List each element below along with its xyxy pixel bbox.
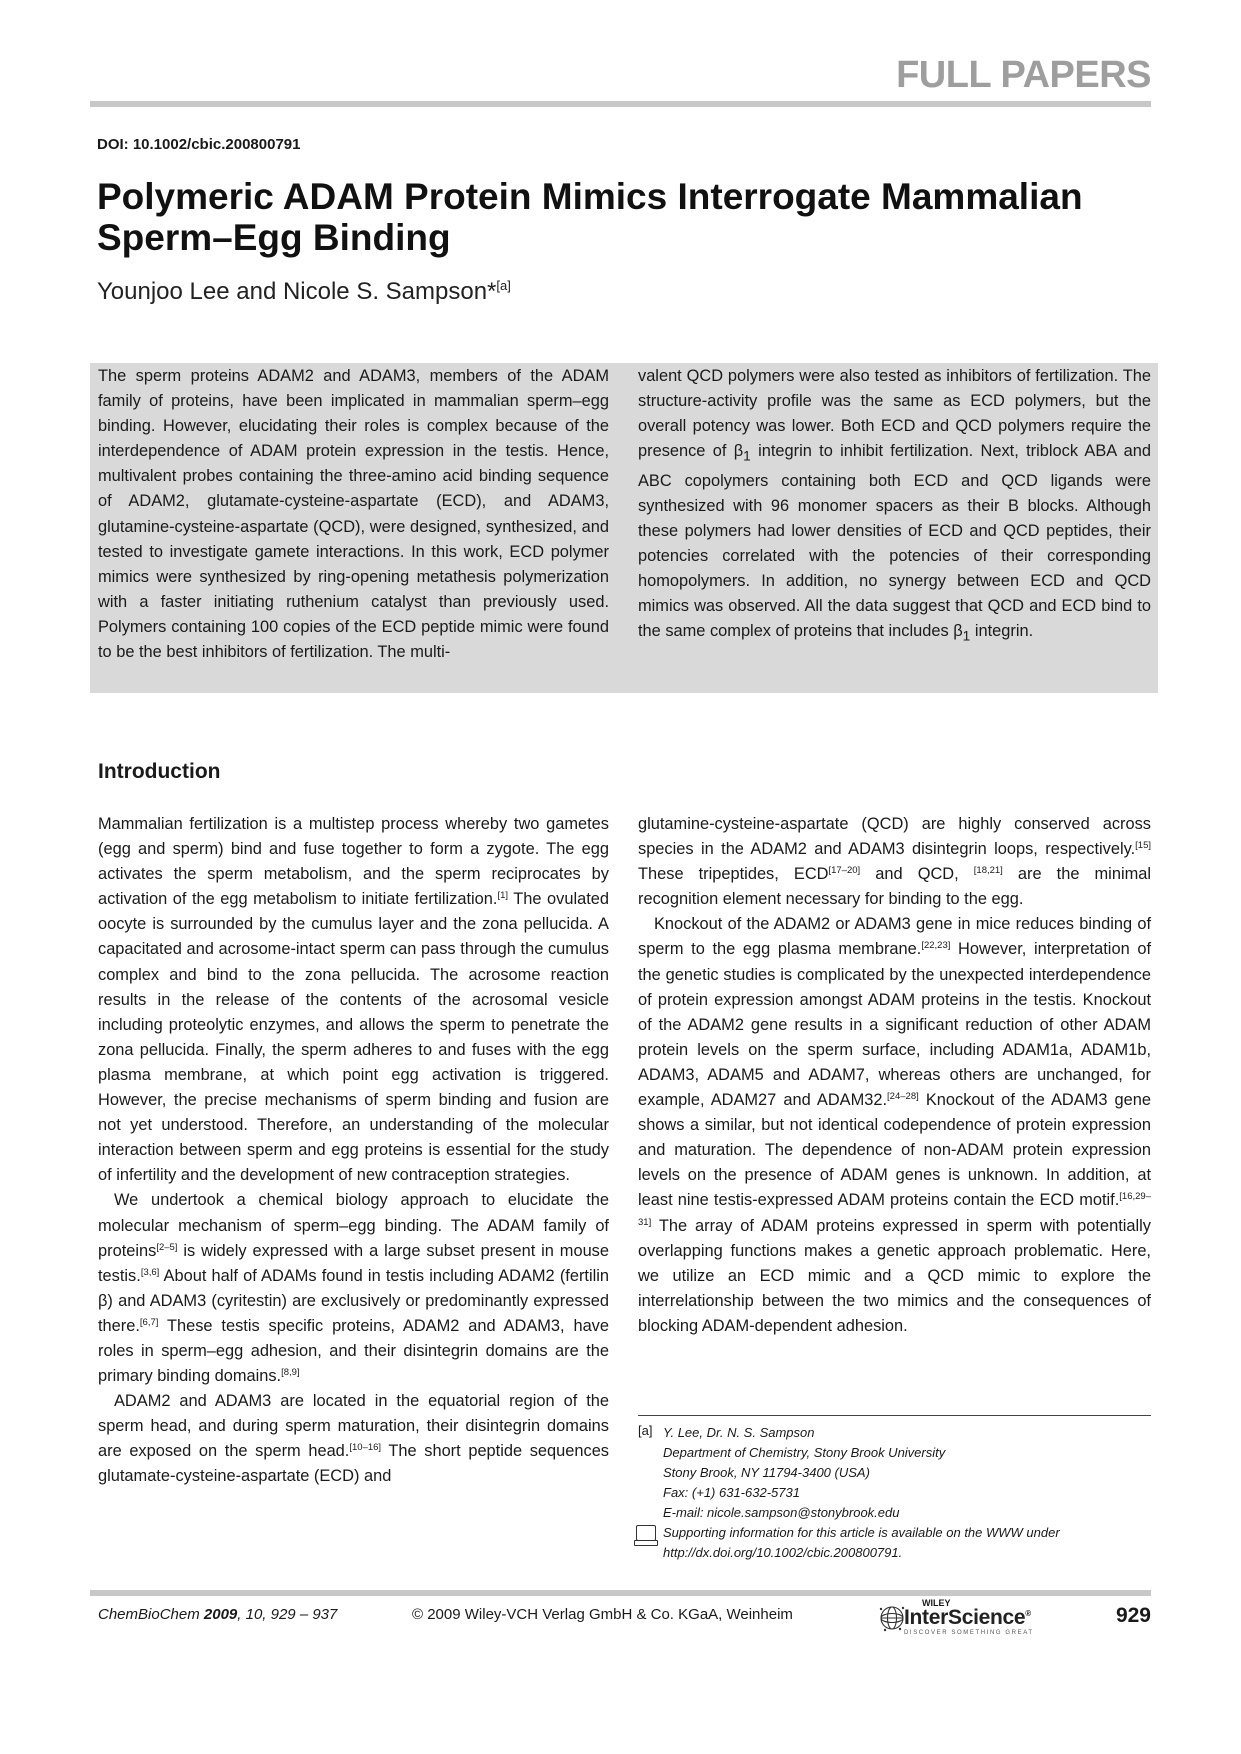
logo-name: InterScience: [904, 1606, 1026, 1629]
introduction-heading: Introduction: [98, 760, 221, 783]
author-names: Younjoo Lee and Nicole S. Sampson*: [97, 278, 497, 305]
abstract-left-column: The sperm proteins ADAM2 and ADAM3, members of the ADAM family of proteins, have been implicated in mammalian sperm–egg binding. However, elucidating their roles is complex because of the interdependence of ADAM protein expression in the testis. Hence, multivalent probes containing the three-amino acid binding sequence of ADAM2, glutamate-cysteine-aspartate (ECD), and ADAM3, glutamine-cysteine-aspartate (QCD), were designed, synthesized, and tested to investigate gamete interactions. In this work, ECD polymer mimics were synthesized by ring-opening metathesis polymerization with a faster initiating ruthenium catalyst than previously used. Polymers containing 100 copies of the ECD peptide mimic were found to be the best inhibitors of fertilization. The multi-: [98, 367, 609, 662]
logo-publisher: WILEY: [922, 1598, 951, 1608]
supporting-info-note[interactable]: [663, 1523, 1060, 1563]
doi[interactable]: DOI: 10.1002/cbic.200800791: [97, 136, 301, 153]
page-number: 929: [1115, 1604, 1151, 1627]
text-line: E-mail: nicole.sampson@stonybrook.edu: [663, 1505, 900, 1520]
journal-name: ChemBioChem: [98, 1606, 200, 1623]
footnote-rule: [638, 1415, 1151, 1416]
volume-pages: , 10, 929 – 937: [237, 1606, 338, 1623]
authors: [97, 278, 511, 306]
copyright: © 2009 Wiley-VCH Verlag GmbH & Co. KGaA, Weinheim: [412, 1606, 793, 1623]
affiliation-mark: [a]: [496, 278, 511, 293]
paragraph: glutamine-cysteine-aspartate (QCD) are highly conserved across species in the ADAM2 and ADAM3 disintegrin loops, respectively.[15] These tripeptides, ECD[17–20] and QCD, [18,21] are the minimal recognition element necessary for binding to the egg.: [638, 815, 1151, 909]
logo-wordmark: [904, 1606, 1031, 1630]
logo-tagline: DISCOVER SOMETHING GREAT: [904, 1630, 1034, 1636]
registered-mark: ®: [1025, 1609, 1031, 1618]
body-right-column: [638, 812, 1151, 1339]
paragraph: ADAM2 and ADAM3 are located in the equatorial region of the sperm head, and during sperm maturation, their disintegrin domains are exposed on the sperm head.[10–16] The short peptide sequences glutamate-cysteine-aspartate (ECD) and: [98, 1392, 610, 1486]
computer-icon: [636, 1525, 656, 1541]
text-line: http://dx.doi.org/10.1002/cbic.200800791.: [663, 1545, 903, 1560]
text-line: Stony Brook, NY 11794-3400 (USA): [663, 1465, 870, 1480]
body-left-column: [98, 812, 609, 1490]
footnote-mark: [a]: [638, 1423, 653, 1438]
top-rule: [90, 101, 1151, 107]
paragraph: Knockout of the ADAM2 or ADAM3 gene in mice reduces binding of sperm to the egg plasma membrane.[22,23] However, interpretation of the genetic studies is complicated by the unexpected interdependence of protein expression amongst ADAM proteins in the testis. Knockout of the ADAM2 gene results in a significant reduction of other ADAM protein levels on the sperm surface, including ADAM1a, ADAM1b, ADAM3, ADAM5 and ADAM7, whereas others are unchanged, for example, ADAM27 and ADAM32.[24–28] Knockout of the ADAM3 gene shows a similar, but not identical codependence of protein expression and maturation. The dependence of non-ADAM protein expression levels on the presence of ADAM genes is unknown. In addition, at least nine testis-expressed ADAM proteins contain the ECD motif.[16,29–31] The array of ADAM proteins expressed in sperm with potentially overlapping functions makes a genetic approach problematic. Here, we utilize an ECD mimic and a QCD mimic to explore the interrelationship between the two mimics and the consequences of blocking ADAM-dependent adhesion.: [638, 915, 1152, 1335]
text-line: Supporting information for this article is available on the WWW under: [663, 1525, 1060, 1540]
abstract-right-column: valent QCD polymers were also tested as inhibitors of fertilization. The structure-activity profile was the same as ECD polymers, but the overall potency was lower. Both ECD and QCD polymers require the presence of $\beta_1$ integrin to inhibit fertilization. Next, triblock ABA and ABC copolymers containing both ECD and QCD ligands were synthesized with 96 monomer spacers as their B blocks. Although these polymers had lower densities of ECD and QCD peptides, their potencies correlated with the potencies of their corresponding homopolymers. In addition, no synergy between ECD and QCD mimics was observed. All the data suggest that QCD and ECD bind to the same complex of proteins that includes $\beta_1$ integrin.: [638, 367, 1151, 644]
text-line: Department of Chemistry, Stony Brook University: [663, 1445, 946, 1460]
section-label: FULL PAPERS: [896, 54, 1151, 96]
article-title: Polymeric ADAM Protein Mimics Interrogate Mammalian Sperm–Egg Binding: [97, 176, 1083, 258]
text-line: Fax: (+1) 631-632-5731: [663, 1485, 800, 1500]
journal-citation: [98, 1606, 337, 1623]
paragraph: Mammalian fertilization is a multistep process whereby two gametes (egg and sperm) bind and fuse together to form a zygote. The egg activates the sperm metabolism, and the sperm reciprocates by activation of the egg metabolism to initiate fertilization.[1] The ovulated oocyte is surrounded by the cumulus layer and the zona pellucida. A capacitated and acrosome-intact sperm can pass through the cumulus complex and bind to the zona pellucida. The acrosome reaction results in the release of the contents of the acrosomal vesicle including proteolytic enzymes, and allows the sperm to penetrate the zona pellucida. Finally, the sperm adheres to and fuses with the egg plasma membrane, at which point egg activation is triggered. However, the precise mechanisms of sperm binding and fusion are not yet understood. Therefore, an understanding of the molecular interaction between sperm and egg proteins is essential for the study of infertility and the development of new contraception strategies.: [98, 815, 609, 1185]
journal-year: 2009: [203, 1606, 238, 1623]
text-line: Y. Lee, Dr. N. S. Sampson: [663, 1425, 815, 1440]
paragraph: We undertook a chemical biology approach to elucidate the molecular mechanism of sperm–egg binding. The ADAM family of proteins[2–5] is widely expressed with a large subset present in mouse testis.[3,6] About half of ADAMs found in testis including ADAM2 (fertilin β) and ADAM3 (cyritestin) are exclusively or predominantly expressed there.[6,7] These testis specific proteins, ADAM2 and ADAM3, have roles in sperm–egg adhesion, and their disintegrin domains are the primary binding domains.[8,9]: [98, 1191, 609, 1386]
footnote-affiliation: [663, 1423, 945, 1523]
